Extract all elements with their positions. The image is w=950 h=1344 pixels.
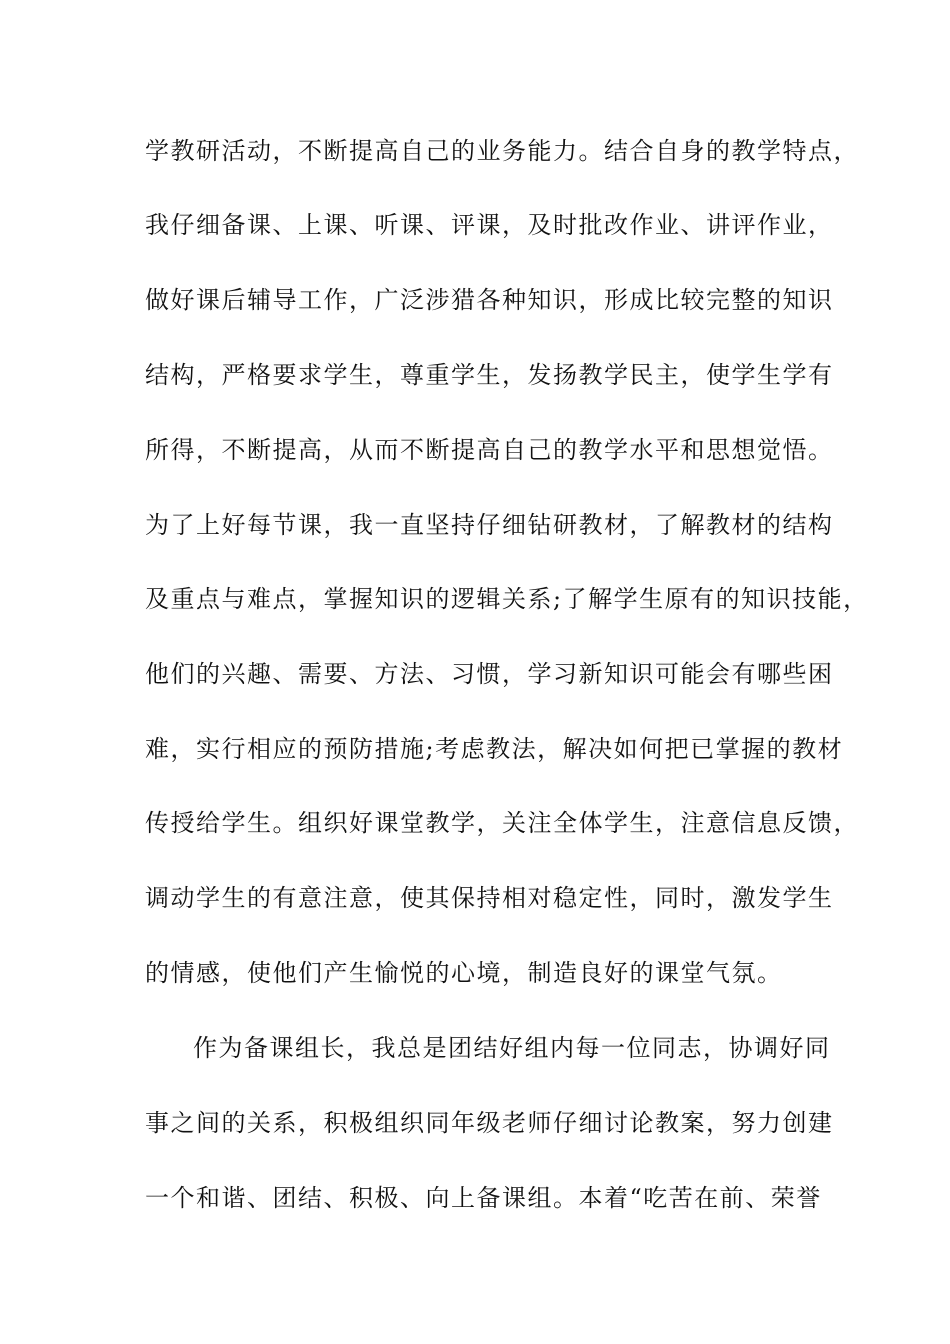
text-line: 事之间的关系，积极组织同年级老师仔细讨论教案，努力创建 [145, 1109, 834, 1137]
text-line: 结构，严格要求学生，尊重学生，发扬教学民主，使学生学有 [145, 361, 834, 389]
text-line: 难，实行相应的预防措施;考虑教法，解决如何把已掌握的教材 [145, 735, 844, 763]
text-line: 调动学生的有意注意，使其保持相对稳定性，同时，激发学生 [145, 884, 834, 912]
text-line: 及重点与难点，掌握知识的逻辑关系;了解学生原有的知识技能， [145, 585, 869, 613]
text-line: 我仔细备课、上课、听课、评课，及时批改作业、讲评作业， [145, 211, 834, 239]
text-line: 所得，不断提高，从而不断提高自己的教学水平和思想觉悟。 [145, 436, 834, 464]
text-line: 的情感，使他们产生愉悦的心境，制造良好的课堂气氛。 [145, 959, 783, 987]
paragraph-first-line: 作为备课组长，我总是团结好组内每一位同志，协调好同 [193, 1034, 831, 1062]
text-line: 学教研活动，不断提高自己的业务能力。结合自身的教学特点， [145, 137, 859, 165]
text-line: 传授给学生。组织好课堂教学，关注全体学生，注意信息反馈， [145, 809, 859, 837]
text-line: 做好课后辅导工作，广泛涉猎各种知识，形成比较完整的知识 [145, 286, 834, 314]
text-line: 一个和谐、团结、积极、向上备课组。本着“吃苦在前、荣誉 [145, 1184, 822, 1212]
text-line: 他们的兴趣、需要、方法、习惯，学习新知识可能会有哪些困 [145, 660, 834, 688]
text-line: 为了上好每节课，我一直坚持仔细钻研教材，了解教材的结构 [145, 511, 834, 539]
